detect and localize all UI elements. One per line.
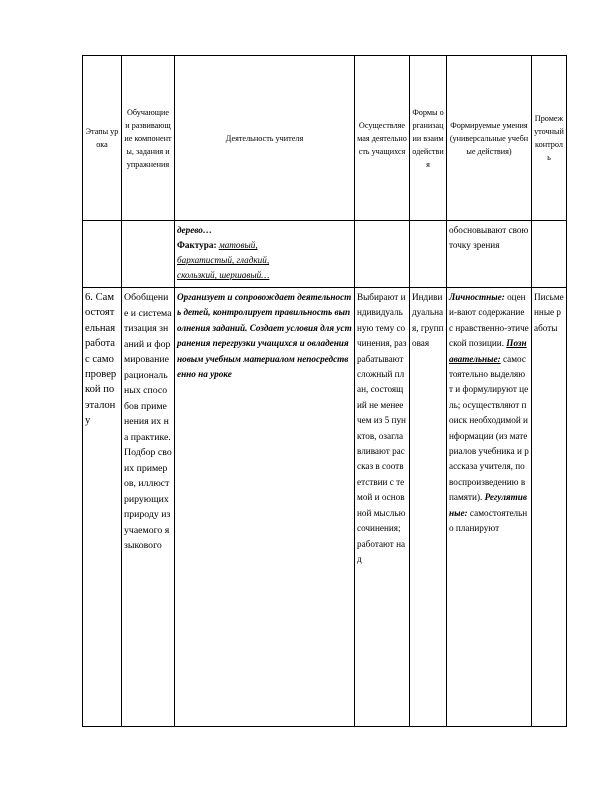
table-row (83, 288, 567, 727)
header-skills: Формируемые умения (универсальные учебные действия) (447, 56, 532, 221)
cell-teacher: Организует и сопровождает деятельность детей, контролирует правильность выполнения заданий. Создает условия для устранения перегрузки учащихся и овладения новым учебным материалом непосредственно на уроке (175, 288, 355, 727)
cell-control: Письменные работы (532, 288, 567, 727)
table-header-row (83, 56, 567, 221)
skills-regulatory-label: Регулятивные: (449, 492, 528, 518)
teacher-line (177, 238, 352, 253)
cell-content: Обобщение и систематизация знаний и формирование рациональных способов применения их на практике. Подбор своих примеров, иллюстрирующих природу изучаемого языкового (122, 288, 175, 727)
teacher-line: скользкий, шершавый… (177, 270, 270, 280)
cell-skills (447, 288, 532, 727)
header-control: Промежуточный контроль (532, 56, 567, 221)
cell-skills: обосновывают свою точку зрения (447, 221, 532, 288)
header-teacher: Деятельность учителя (175, 56, 355, 221)
teacher-line: бархатистый, гладкий, (177, 255, 270, 265)
skills-cognitive-label: Познавательные: (449, 338, 527, 364)
cell-forms (410, 221, 447, 288)
cell-forms: Индивидуальная, групповая (410, 288, 447, 727)
line-text: матовый, (218, 240, 258, 250)
cell-content (122, 221, 175, 288)
header-students: Осуществляемая деятельность учащихся (355, 56, 410, 221)
cell-students: Выбирают индивидуальную тему сочинения, разрабатывают сложный план, состоящий не менее чем из 5 пунктов, озаглавливают рассказ в соответствии с темой и основной мыслью сочинения; работают над (355, 288, 410, 727)
cell-stage: 6. Самостоятельная работа с самопроверкой по эталону (83, 288, 122, 727)
lesson-plan-table (82, 55, 567, 727)
header-forms: Формы организации взаимодействия (410, 56, 447, 221)
teacher-line: дерево… (177, 225, 213, 235)
skills-personal-label: Личностные: (449, 292, 505, 302)
cell-teacher (175, 221, 355, 288)
lesson-plan-page (82, 55, 566, 727)
table-row (83, 221, 567, 288)
cell-stage (83, 221, 122, 288)
skills-personal-text: оцени-вают содержание с нравственно-этической позиции. (449, 292, 529, 349)
header-content: Обучающие и развивающие компоненты, задания и упражнения (122, 56, 175, 221)
skills-regulatory-text: самостоятельно планируют (449, 507, 528, 534)
line-prefix: Фактура: (177, 240, 219, 250)
cell-students (355, 221, 410, 288)
cell-control (532, 221, 567, 288)
header-stage: Этапы урока (83, 56, 122, 221)
skills-cognitive-text: самостоятельно выделяют и формулируют цель; осуществляют поиск необходимой информации (из материалов учебника и рассказа учителя, по воспроизведению в памяти). (449, 353, 529, 503)
